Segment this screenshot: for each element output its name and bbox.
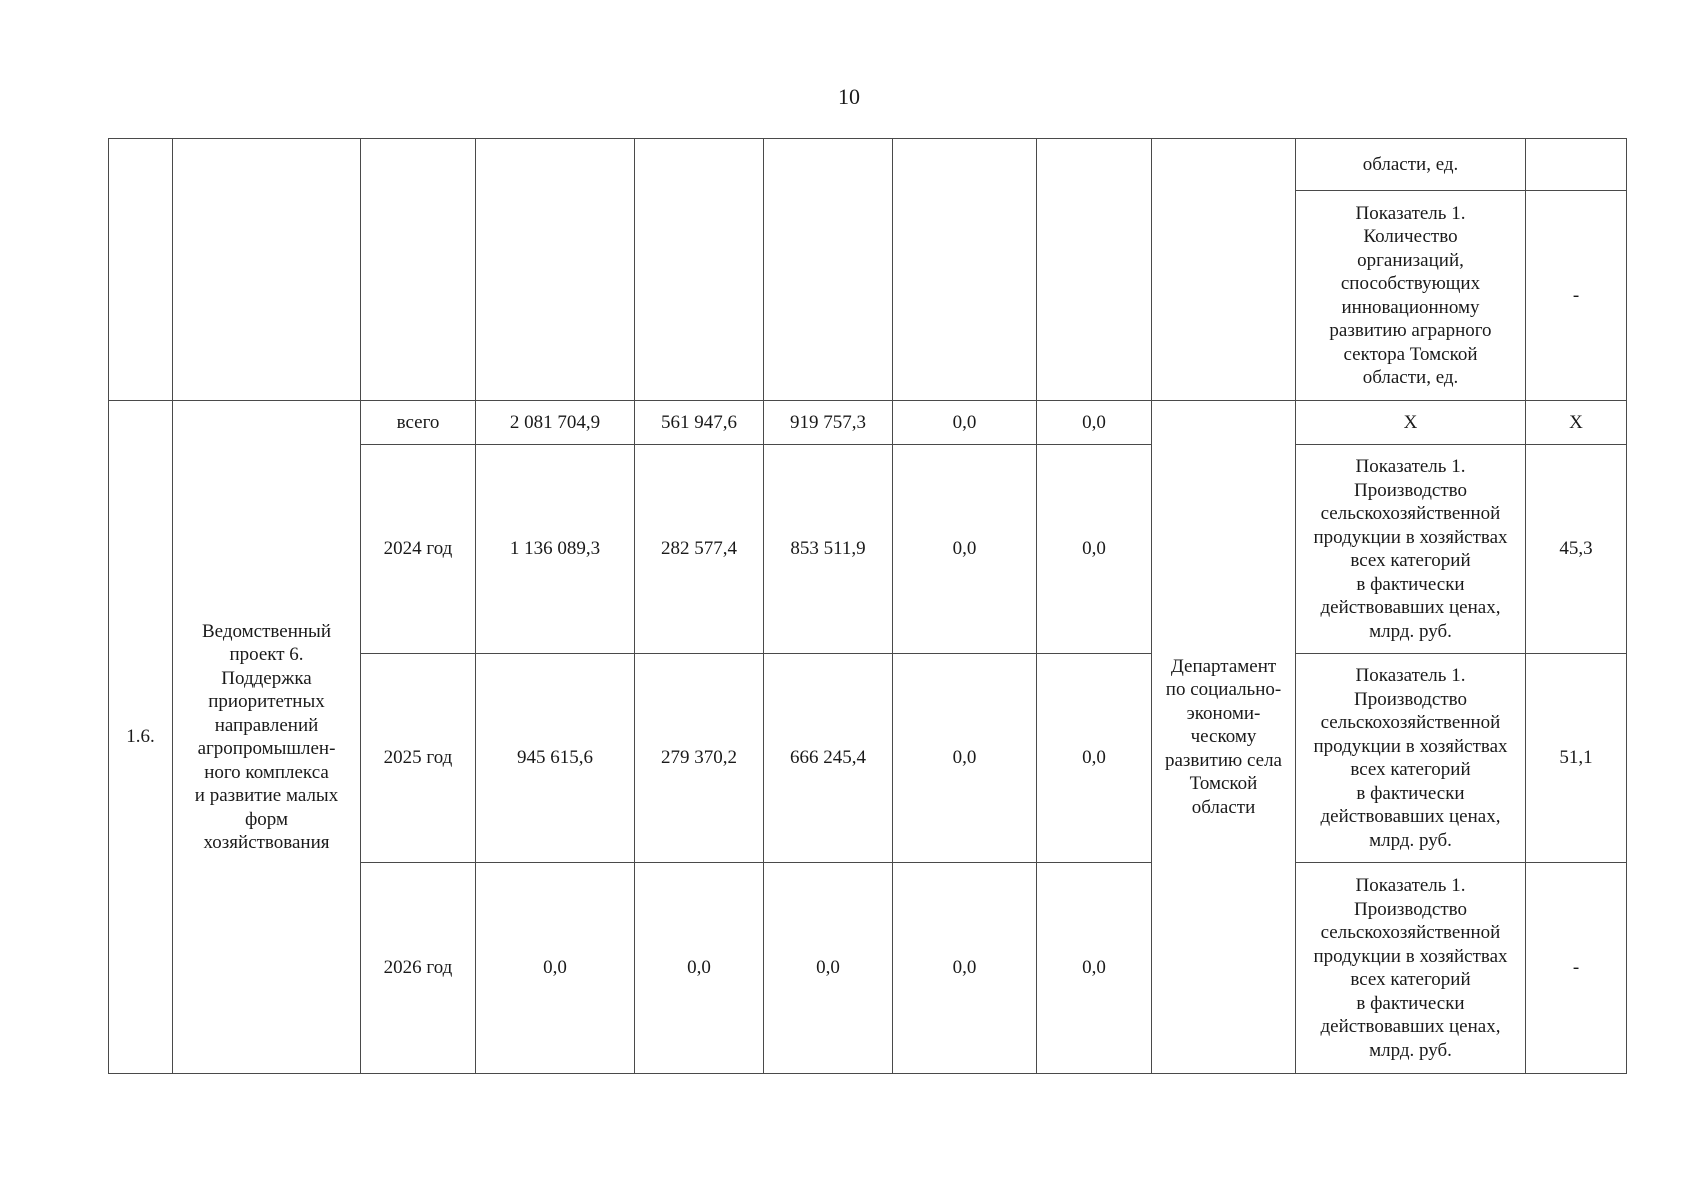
cont-col4-cell <box>1037 139 1152 401</box>
col2-cell: 0,0 <box>764 863 893 1074</box>
period-cell: всего <box>361 401 476 445</box>
period-cell: 2025 год <box>361 654 476 863</box>
responsible-cell: Департамент по социально- экономи- ческому развитию села Томской области <box>1152 401 1296 1074</box>
cont-period-cell <box>361 139 476 401</box>
col1-cell: 282 577,4 <box>635 445 764 654</box>
total-cell: 0,0 <box>476 863 635 1074</box>
col4-cell: 0,0 <box>1037 654 1152 863</box>
col1-cell: 561 947,6 <box>635 401 764 445</box>
col1-cell: 0,0 <box>635 863 764 1074</box>
total-cell: 2 081 704,9 <box>476 401 635 445</box>
cont-name-cell <box>173 139 361 401</box>
cont-col1-cell <box>635 139 764 401</box>
cont-value-2-cell: - <box>1526 191 1627 401</box>
col2-cell: 853 511,9 <box>764 445 893 654</box>
col3-cell: 0,0 <box>893 863 1037 1074</box>
cont-indicator-cell: области, ед. <box>1296 139 1526 191</box>
project-number: 1.6. <box>109 401 173 1074</box>
col3-cell: 0,0 <box>893 445 1037 654</box>
indicator-cell: Показатель 1. Производство сельскохозяйственной продукции в хозяйствах всех категорий в фактически действовавших ценах, млрд. руб. <box>1296 863 1526 1074</box>
col2-cell: 919 757,3 <box>764 401 893 445</box>
indicator-value-cell: 51,1 <box>1526 654 1627 863</box>
cont-responsible-cell <box>1152 139 1296 401</box>
col3-cell: 0,0 <box>893 654 1037 863</box>
period-cell: 2026 год <box>361 863 476 1074</box>
continuation-row-1 <box>109 139 1627 191</box>
cont-value-cell <box>1526 139 1627 191</box>
project-name: Ведомственный проект 6. Поддержка приоритетных направлений агропромышлен- ного комплекса и развитие малых форм хозяйствования <box>173 401 361 1074</box>
col3-cell: 0,0 <box>893 401 1037 445</box>
total-cell: 945 615,6 <box>476 654 635 863</box>
program-table <box>108 138 1627 1074</box>
page-number: 10 <box>838 84 860 109</box>
col4-cell: 0,0 <box>1037 401 1152 445</box>
indicator-value-cell: X <box>1526 401 1627 445</box>
indicator-cell: Показатель 1. Производство сельскохозяйственной продукции в хозяйствах всех категорий в фактически действовавших ценах, млрд. руб. <box>1296 654 1526 863</box>
period-cell: 2024 год <box>361 445 476 654</box>
col4-cell: 0,0 <box>1037 863 1152 1074</box>
total-cell: 1 136 089,3 <box>476 445 635 654</box>
cont-col3-cell <box>893 139 1037 401</box>
col1-cell: 279 370,2 <box>635 654 764 863</box>
col2-cell: 666 245,4 <box>764 654 893 863</box>
indicator-value-cell: - <box>1526 863 1627 1074</box>
col4-cell: 0,0 <box>1037 445 1152 654</box>
indicator-cell: Показатель 1. Производство сельскохозяйственной продукции в хозяйствах всех категорий в фактически действовавших ценах, млрд. руб. <box>1296 445 1526 654</box>
cont-num-cell <box>109 139 173 401</box>
cont-total-cell <box>476 139 635 401</box>
cont-indicator-2-cell: Показатель 1. Количество организаций, способствующих инновационному развитию аграрного сектора Томской области, ед. <box>1296 191 1526 401</box>
table-row <box>109 401 1627 445</box>
indicator-value-cell: 45,3 <box>1526 445 1627 654</box>
cont-col2-cell <box>764 139 893 401</box>
indicator-cell: X <box>1296 401 1526 445</box>
